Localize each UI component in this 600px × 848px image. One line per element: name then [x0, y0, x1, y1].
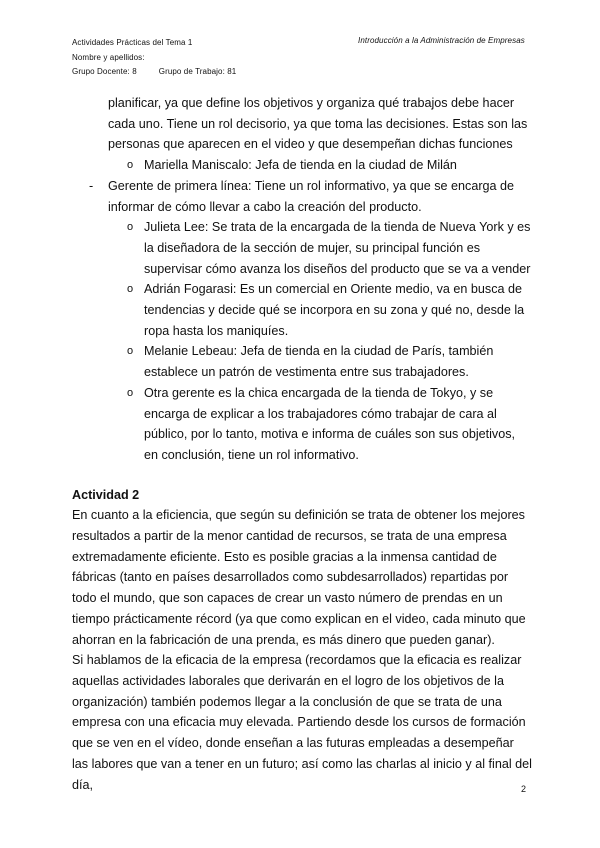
bullet-marker: o	[127, 345, 134, 358]
course-activity-label: Actividades Prácticas del Tema 1	[72, 38, 193, 47]
section-heading: Actividad 2	[72, 487, 140, 502]
list-item-text: Mariella Maniscalo: Jefa de tienda en la ciudad de Milán	[144, 158, 457, 173]
list-item-text: Adrián Fogarasi: Es un comercial en Oriente medio, va en busca de tendencias y decide qué se incorpora en su zona y qué no, desde la ropa hasta los maniquíes.	[144, 282, 525, 338]
group-teacher-label: Grupo Docente: 8	[72, 67, 137, 76]
page-header-left	[72, 36, 236, 80]
list-item	[72, 383, 532, 466]
efficiency-paragraph: En cuanto a la eficiencia, que según su definición se trata de obtener los mejores resultados a partir de la menor cantidad de recursos, se trata de una empresa extremadamente eficiente. Esto es posible gracias a la inmensa cantidad de fábricas (tanto en países desarrollados como subdesarrollados) repartidas por todo el mundo, que son capaces de crear un vasto número de prendas en un tiempo prácticamente récord (ya que como explican en el video, cada minuto que ahorran en la fabricación de una prenda, es más dinero que pueden ganar).	[72, 508, 526, 647]
page-header-right: Introducción a la Administración de Empresas	[358, 36, 525, 45]
list-item-text: Julieta Lee: Se trata de la encargada de la tienda de Nueva York y es la diseñadora de la sección de mujer, su principal función es supervisar cómo avanza los diseños del producto que se va a vender	[144, 220, 531, 276]
document-body	[72, 93, 532, 795]
list-item	[72, 176, 532, 217]
list-item	[72, 279, 532, 341]
group-info	[72, 65, 236, 80]
efficacy-paragraph: Si hablamos de la eficacia de la empresa (recordamos que la eficacia es realizar aquellas actividades laborales que derivarán en el logro de los objetivos de la organización) también podemos llegar a la conclusión de que se trata de una empresa con una eficacia muy elevada. Partiendo desde los cursos de formación que se ven en el vídeo, donde enseñan a las futuras empleadas a desempeñar las labores que van a tener en un futuro; así como las charlas al inicio y al final del día,	[72, 653, 532, 792]
list-item-text: Otra gerente es la chica encargada de la tienda de Tokyo, y se encarga de explicar a los trabajadores cómo trabajar de cara al público, por lo tanto, motiva e informa de cuáles son sus objetivos, en conclusión, tiene un rol informativo.	[144, 385, 516, 462]
dash-marker: -	[89, 178, 94, 193]
page-number: 2	[521, 784, 527, 794]
list-item	[72, 341, 532, 382]
group-work-label: Grupo de Trabajo: 81	[158, 67, 237, 76]
list-item	[72, 155, 532, 176]
list-item	[72, 217, 532, 279]
bullet-marker: o	[127, 159, 134, 172]
list-item-text: Melanie Lebeau: Jefa de tienda en la ciudad de París, también establece un patrón de vestimenta entre sus trabajadores.	[144, 344, 494, 380]
bullet-marker: o	[127, 283, 134, 296]
bullet-marker: o	[127, 221, 134, 234]
continuation-paragraph: planificar, ya que define los objetivos y organiza qué trabajos debe hacer cada uno. Tiene un rol decisorio, ya que toma las decisiones. Estas son las personas que aparecen en el video y que desempeñan dichas funciones	[108, 96, 528, 152]
bullet-marker: o	[127, 386, 134, 399]
name-field-label: Nombre y apellidos:	[72, 52, 145, 62]
list-item-text: Gerente de primera línea: Tiene un rol informativo, ya que se encarga de informar de cómo llevar a cabo la creación del producto.	[108, 178, 515, 214]
